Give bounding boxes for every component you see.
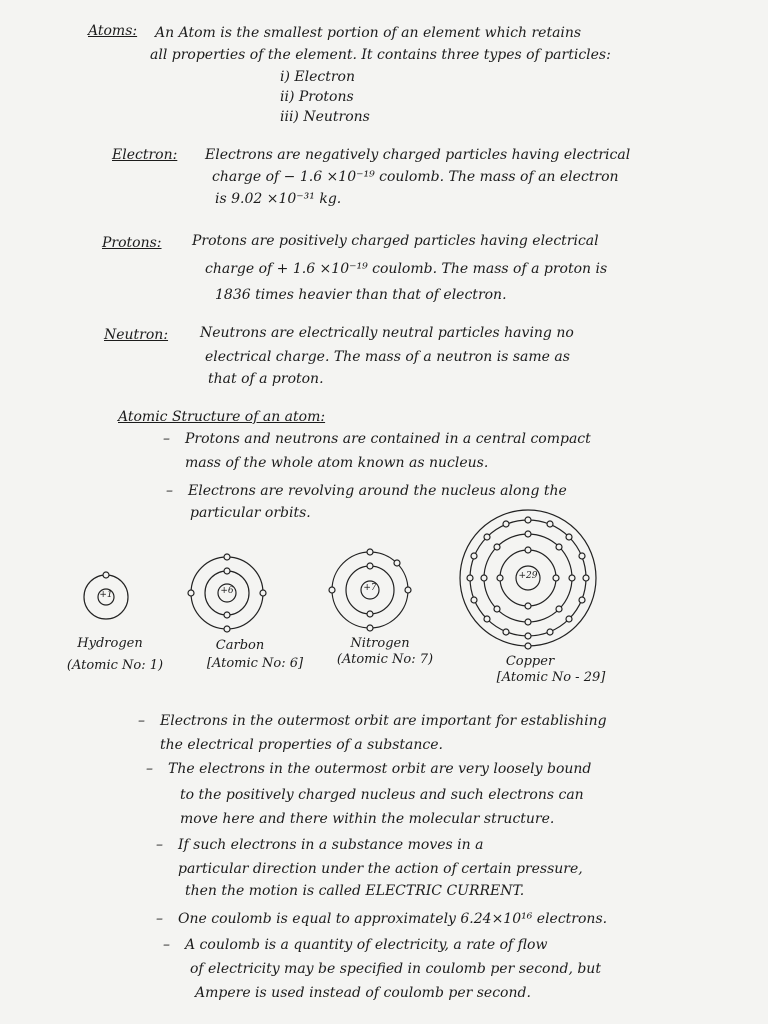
electron-term: Electron: (112, 147, 178, 163)
note-5-line-3: Ampere is used instead of coulomb per second. (195, 985, 531, 1001)
hydrogen-charge: +1 (99, 590, 113, 600)
neutron-line-3: that of a proton. (208, 371, 324, 387)
note-1-line-1: – Electrons in the outermost orbit are important for establishing (160, 714, 607, 728)
copper-atomic-no: [Atomic No - 29] (496, 670, 606, 685)
note-5-line-1: – A coulomb is a quantity of electricity, a rate of flow (185, 938, 547, 952)
structure-bullet-1-line-1: – Protons and neutrons are contained in a central compact (185, 432, 591, 446)
electron-line-1: Electrons are negatively charged particles having electrical (205, 147, 631, 163)
structure-bullet-2-line-1: – Electrons are revolving around the nucleus along the (188, 484, 567, 498)
carbon-label: Carbon (215, 638, 265, 653)
electron-line-3: is 9.02 ×10⁻³¹ kg. (215, 191, 342, 207)
note-1-line-2: the electrical properties of a substance. (160, 737, 443, 753)
protons-line-3: 1836 times heavier than that of electron. (215, 287, 507, 303)
protons-term: Protons: (102, 235, 162, 251)
neutron-term: Neutron: (104, 327, 169, 343)
electron-line-2: charge of − 1.6 ×10⁻¹⁹ coulomb. The mass of an electron (212, 169, 619, 185)
protons-line-2: charge of + 1.6 ×10⁻¹⁹ coulomb. The mass of a proton is (205, 261, 608, 277)
nitrogen-atomic-no: (Atomic No: 7) (336, 652, 434, 667)
atoms-item-3: iii) Neutrons (280, 109, 370, 125)
structure-heading: Atomic Structure of an atom: (118, 409, 326, 425)
atoms-item-2: ii) Protons (280, 89, 354, 105)
note-2-line-2: to the positively charged nucleus and such electrons can (180, 787, 584, 803)
note-3-line-3: then the motion is called ELECTRIC CURRENT. (185, 883, 525, 899)
nitrogen-label: Nitrogen (350, 636, 410, 651)
atoms-item-1: i) Electron (280, 69, 355, 85)
hydrogen-atomic-no: (Atomic No: 1) (66, 658, 164, 673)
copper-charge: +29 (518, 571, 538, 581)
neutron-line-1: Neutrons are electrically neutral particles having no (200, 325, 574, 341)
hydrogen-label: Hydrogen (77, 636, 143, 651)
note-5-line-2: of electricity may be specified in coulomb per second, but (190, 961, 601, 977)
note-2-line-1: – The electrons in the outermost orbit are very loosely bound (168, 762, 591, 776)
structure-bullet-1-line-2: mass of the whole atom known as nucleus. (185, 455, 489, 471)
atoms-line-1: An Atom is the smallest portion of an element which retains (155, 25, 582, 41)
protons-line-1: Protons are positively charged particles having electrical (192, 233, 599, 249)
neutron-line-2: electrical charge. The mass of a neutron is same as (205, 349, 570, 365)
nitrogen-charge: +7 (363, 583, 377, 593)
note-3-line-2: particular direction under the action of certain pressure, (178, 861, 583, 877)
structure-bullet-2-line-2: particular orbits. (190, 505, 311, 521)
note-2-line-3: move here and there within the molecular structure. (180, 811, 555, 827)
note-4-line-1: – One coulomb is equal to approximately 6.24×10¹⁶ electrons. (178, 912, 607, 926)
carbon-charge: +6 (220, 586, 234, 596)
carbon-atomic-no: [Atomic No: 6] (206, 656, 304, 671)
atoms-line-2: all properties of the element. It contains three types of particles: (150, 47, 611, 63)
note-3-line-1: – If such electrons in a substance moves in a (178, 838, 483, 852)
atoms-term: Atoms: (88, 23, 138, 39)
copper-label: Copper (505, 654, 555, 669)
